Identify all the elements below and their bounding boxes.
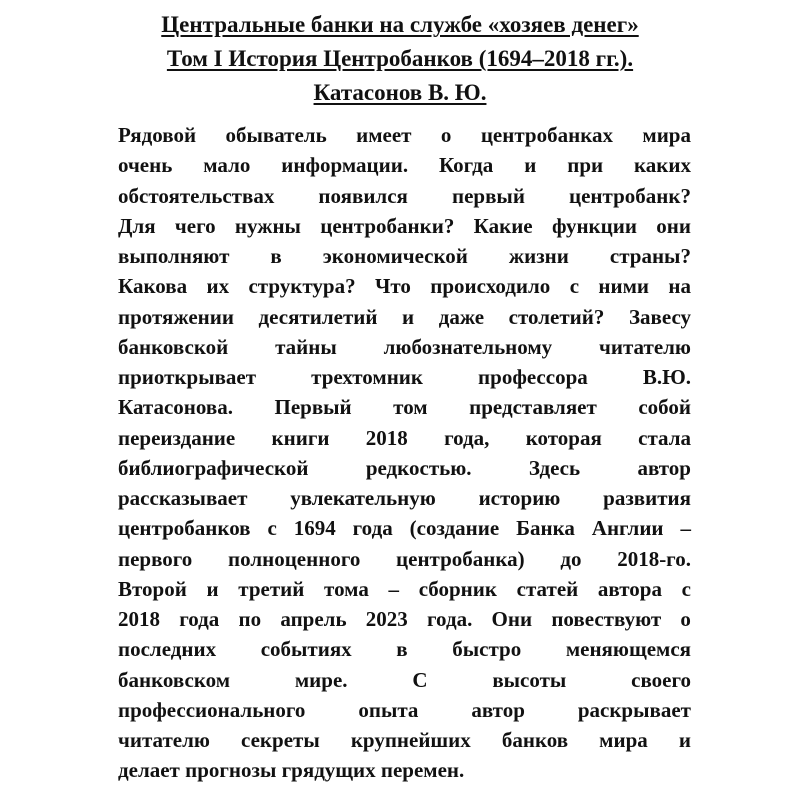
paragraph-line <box>118 181 691 211</box>
paragraph-line <box>118 150 691 180</box>
word: и <box>206 576 219 601</box>
word: повествуют <box>551 607 662 631</box>
word: их <box>206 274 230 299</box>
word: даже <box>438 304 485 329</box>
word: по <box>238 607 262 631</box>
title-line-book: Центральные банки на службе «хозяев денег» <box>161 12 639 37</box>
word: тайны <box>275 334 337 359</box>
word: 2018 <box>365 425 408 450</box>
word: обстоятельствах <box>118 183 275 208</box>
word: Завесу <box>628 304 691 329</box>
word: центробанк? <box>569 183 691 208</box>
word: мало <box>203 153 251 178</box>
word: 2018 <box>118 607 160 631</box>
word: с <box>569 274 580 299</box>
paragraph-line <box>118 604 691 634</box>
paragraph-line <box>118 302 691 332</box>
document-title <box>0 8 800 110</box>
word: книги <box>271 425 330 450</box>
word: рассказывает <box>118 486 248 510</box>
word: статей <box>516 576 579 601</box>
word: в <box>270 244 282 268</box>
word: увлекательную <box>290 486 436 510</box>
word: мире. <box>294 667 348 692</box>
word: любознательному <box>383 334 553 359</box>
word: года, <box>444 425 490 450</box>
paragraph-line <box>118 513 691 543</box>
word: В.Ю. <box>642 365 691 389</box>
word: центробанки? <box>320 213 455 238</box>
word: приоткрывает <box>118 365 257 389</box>
word: полноценного <box>228 546 361 571</box>
word: 1694 <box>293 516 336 541</box>
word: переиздание <box>118 425 236 450</box>
word: информации. <box>281 153 409 178</box>
title-line-author: Катасонов В. Ю. <box>313 80 487 105</box>
word: редкостью. <box>365 455 472 480</box>
word: крупнейших <box>350 728 471 752</box>
word: событиях <box>260 637 352 662</box>
word: – <box>680 516 691 541</box>
word: года <box>352 516 393 541</box>
word: и <box>402 304 415 329</box>
word: мира <box>599 728 648 752</box>
word: каких <box>634 153 691 178</box>
word: Первый <box>274 395 352 420</box>
word: о <box>440 123 452 147</box>
word: в <box>396 637 408 662</box>
word: происходило <box>430 274 551 299</box>
word: при <box>567 153 604 178</box>
word: собой <box>638 395 691 420</box>
word: Они <box>491 607 533 631</box>
paragraph-line <box>118 332 691 362</box>
paragraph-line: делает прогнозы грядущих перемен. <box>118 758 465 783</box>
word: мира <box>642 123 691 147</box>
word: Катасонова. <box>118 395 233 420</box>
word: – <box>388 576 400 601</box>
word: трехтомник <box>311 365 423 389</box>
word: экономической <box>322 244 468 268</box>
word: центробанках <box>480 123 613 147</box>
word: 2018-го. <box>617 546 691 571</box>
word: Какие <box>473 213 533 238</box>
paragraph-line <box>118 392 691 422</box>
word: ними <box>598 274 649 299</box>
word: секреты <box>241 728 320 752</box>
word: Здесь <box>528 455 581 480</box>
word: читателю <box>118 728 210 752</box>
word: столетий? <box>508 304 605 329</box>
paragraph-line <box>118 362 691 392</box>
word: жизни <box>508 244 569 268</box>
word: и <box>678 728 691 752</box>
word: 2023 <box>365 607 408 631</box>
paragraph-line <box>118 634 691 664</box>
word: на <box>668 274 691 299</box>
paragraph-line <box>118 574 691 604</box>
word: третий <box>238 576 305 601</box>
word: года <box>179 607 220 631</box>
word: банковской <box>118 334 229 359</box>
word: Что <box>374 274 411 299</box>
paragraph-line <box>118 695 691 725</box>
word: структура? <box>248 274 356 299</box>
paragraph-line <box>118 665 691 695</box>
paragraph-line <box>118 271 691 301</box>
word: с <box>681 576 691 601</box>
word: первого <box>118 546 193 571</box>
word: опыта <box>358 697 419 722</box>
word: нужны <box>234 213 301 238</box>
word: том <box>393 395 428 420</box>
word: Для <box>118 213 156 238</box>
word: чего <box>174 213 216 238</box>
paragraph-line <box>118 544 691 574</box>
word: банков <box>501 728 569 752</box>
word: года. <box>427 607 473 631</box>
word: сборник <box>418 576 497 601</box>
word: банковском <box>118 667 231 692</box>
word: которая <box>525 425 602 450</box>
title-line-volume: Том I История Центробанков (1694–2018 гг.). <box>166 46 634 71</box>
word: последних <box>118 637 217 662</box>
word: Когда <box>439 153 494 178</box>
word: центробанков <box>118 516 251 541</box>
word: своего <box>631 667 691 692</box>
word: Рядовой <box>118 123 197 147</box>
word: стала <box>638 425 691 450</box>
description-paragraph <box>118 120 691 786</box>
word: Англии <box>591 516 664 541</box>
word: меняющемся <box>565 637 691 662</box>
word: автор <box>471 697 525 722</box>
word: функции <box>551 213 637 238</box>
word: представляет <box>469 395 597 420</box>
word: Банка <box>516 516 575 541</box>
word: автора <box>597 576 662 601</box>
word: апрель <box>280 607 347 631</box>
word: профессионального <box>118 697 306 722</box>
word: библиографической <box>118 455 309 480</box>
word: очень <box>118 153 173 178</box>
word: автор <box>637 455 691 480</box>
word: развития <box>603 486 691 510</box>
paragraph-line <box>118 725 691 755</box>
word: С <box>412 667 428 692</box>
word: Какова <box>118 274 188 299</box>
word: профессора <box>478 365 588 389</box>
paragraph-line <box>118 120 691 150</box>
word: высоты <box>492 667 567 692</box>
word: с <box>267 516 277 541</box>
paragraph-line <box>118 423 691 453</box>
word: имеет <box>356 123 412 147</box>
word: первый <box>451 183 525 208</box>
word: о <box>680 607 691 631</box>
paragraph-line <box>118 241 691 271</box>
word: читателю <box>599 334 691 359</box>
word: Второй <box>118 576 187 601</box>
word: раскрывает <box>577 697 691 722</box>
word: они <box>656 213 691 238</box>
paragraph-line <box>118 453 691 483</box>
word: тома <box>324 576 369 601</box>
paragraph-line <box>118 483 691 513</box>
word: выполняют <box>118 244 230 268</box>
word: и <box>524 153 537 178</box>
word: до <box>560 546 582 571</box>
word: страны? <box>609 244 691 268</box>
paragraph-line <box>118 211 691 241</box>
word: быстро <box>452 637 522 662</box>
word: появился <box>318 183 408 208</box>
word: историю <box>478 486 561 510</box>
word: протяжении <box>118 304 234 329</box>
word: центробанка) <box>396 546 525 571</box>
word: десятилетий <box>258 304 378 329</box>
word: обыватель <box>225 123 327 147</box>
word: (создание <box>409 516 500 541</box>
